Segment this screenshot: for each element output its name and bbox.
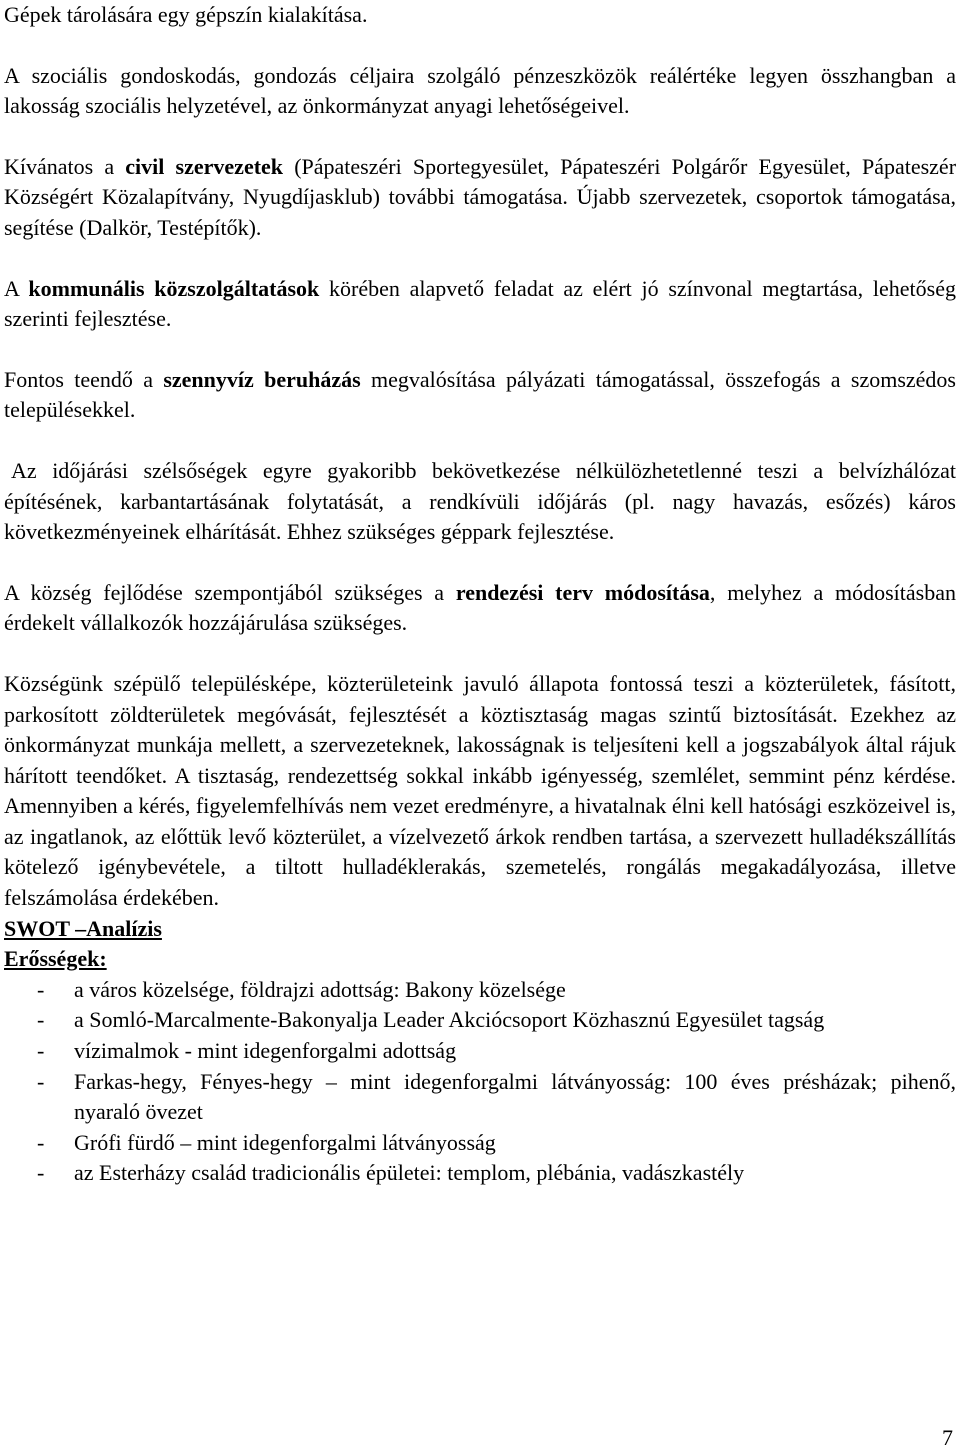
dash-bullet: - — [37, 1038, 45, 1064]
list-item-text: vízimalmok - mint idegenforgalmi adottság — [74, 1038, 457, 1064]
list-item-text: Farkas-hegy, Fényes-hegy – mint idegenforgalmi látványosság: 100 éves présházak; pihenő, nyaraló övezet — [74, 1068, 956, 1125]
text-run: körében alapvető feladat az elért jó színvonal megtartása, lehetőség szerinti fejlesztése. — [4, 275, 956, 332]
text-run: Fontos teendő a — [4, 366, 164, 392]
page-number: 7 — [942, 1425, 953, 1450]
strengths-list — [4, 975, 956, 1189]
list-item — [4, 1036, 956, 1067]
paragraph-zoning-plan — [4, 578, 956, 639]
bold-term-communal: kommunális közszolgáltatások — [28, 275, 320, 301]
text-run: A — [4, 275, 29, 301]
paragraph-townscape: Községünk szépülő településképe, közterületeink javuló állapota fontossá teszi a közterületek, fásított, parkosított zöldterületek megóvását, fejlesztését a köztisztaság magas szintű biztosítását. Ezekhez az önkormányzat munkája mellett, a szervezeteknek, lakosságnak is teljesíteni kell a jogszabályok által rájuk hárított teendőket. A tisztaság, rendezettség sokkal inkább igényesség, szemlélet, semmint pénz kérdése. Amennyiben a kérés, figyelemfelhívás nem vezet eredményre, a hivatalnak élni kell hatósági eszközeivel is, az ingatlanok, az előttük levő közterület, a vízelvezető árkok rendben tartása, a szervezett hulladékszállítás kötelező igénybevétele, a tiltott hulladéklerakás, szemetelés, rongálás megakadályozása, illetve felszámolása érdekében. — [4, 670, 956, 911]
text-run: , melyhez a módosításban érdekelt vállalkozók hozzájárulása szükséges. — [4, 579, 956, 636]
paragraph-communal-services — [4, 274, 956, 335]
list-item — [4, 1005, 956, 1036]
paragraph-machine-shed: Gépek tárolására egy gépszín kialakítása. — [4, 2, 368, 27]
paragraph-civil-organizations — [4, 152, 956, 244]
list-item-text: a város közelsége, földrajzi adottság: Bakony közelsége — [74, 976, 566, 1002]
list-item-text: a Somló-Marcalmente-Bakonyalja Leader Akciócsoport Közhasznú Egyesület tagság — [74, 1007, 825, 1033]
list-item — [4, 1158, 956, 1189]
text-run: (Pápateszéri Sportegyesület, Pápateszéri Polgárőr Egyesület, Pápateszér Községért Közalapítvány, Nyugdíjasklub) további támogatása. Újabb szervezetek, csoportok támogatása, segítése (Dalkör, Testépítők). — [4, 153, 957, 240]
strengths-heading: Erősségek: — [4, 946, 107, 972]
list-item — [4, 1067, 956, 1128]
list-item-text: az Esterházy család tradicionális épületei: templom, plébánia, vadászkastély — [74, 1160, 745, 1186]
dash-bullet: - — [37, 1129, 45, 1155]
bold-term-sewage: szennyvíz beruházás — [163, 366, 361, 392]
text-run: megvalósítása pályázati támogatással, összefogás a szomszédos településekkel. — [4, 366, 956, 423]
list-item — [4, 1128, 956, 1159]
dash-bullet: - — [37, 1160, 45, 1186]
bold-term-zoning: rendezési terv módosítása — [455, 579, 710, 605]
bold-term-civil: civil szervezetek — [125, 153, 284, 179]
paragraph-sewage — [4, 365, 956, 426]
text-run: Kívánatos a — [4, 153, 126, 179]
list-item-text: Grófi fürdő – mint idegenforgalmi látványosság — [74, 1129, 496, 1155]
dash-bullet: - — [37, 976, 45, 1002]
dash-bullet: - — [37, 1068, 45, 1094]
swot-heading: SWOT –Analízis — [4, 915, 162, 941]
dash-bullet: - — [37, 1007, 45, 1033]
text-run: A község fejlődése szempontjából szükséges a — [4, 579, 456, 605]
list-item — [4, 975, 956, 1006]
paragraph-social-care: A szociális gondoskodás, gondozás céljaira szolgáló pénzeszközök reálértéke legyen összhangban a lakosság szociális helyzetével, az önkormányzat anyagi lehetőségeivel. — [4, 62, 956, 119]
document-page — [4, 0, 956, 1189]
paragraph-weather: Az időjárási szélsőségek egyre gyakoribb bekövetkezése nélkülözhetetlenné teszi a belvízhálózat építésének, karbantartásának folytatását, a rendkívüli időjárás (pl. nagy havazás, esőzés) káros következményeinek elhárítását. Ehhez szükséges géppark fejlesztése. — [4, 457, 956, 545]
